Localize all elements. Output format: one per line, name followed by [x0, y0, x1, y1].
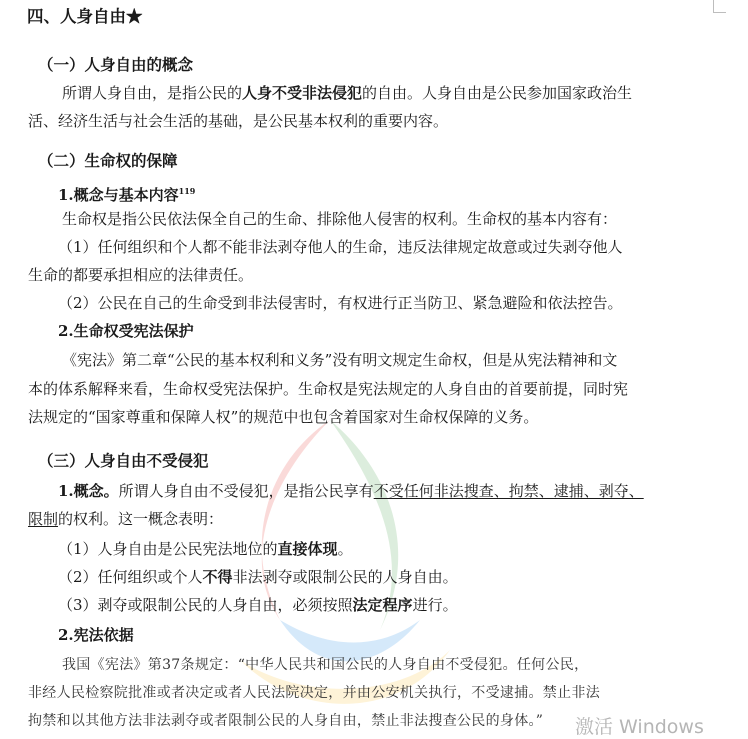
list-item: （2）公民在自己的生命受到非法侵害时，有权进行正当防卫、紧急避险和依法控告。	[58, 294, 623, 312]
list-item: （2）任何组织或个人不得非法剥夺或限制公民的人身自由。	[58, 568, 458, 586]
section-heading: 四、人身自由★	[27, 7, 143, 26]
paragraph-line: 所谓人身自由，是指公民的人身不受非法侵犯的自由。人身自由是公民参加国家政治生	[62, 84, 633, 102]
underlined-text: 不受任何非法搜查、拘禁、逮捕、剥夺、	[373, 482, 644, 500]
subsection-title-1: （一）人身自由的概念	[38, 55, 194, 74]
item-heading: 2.宪法依据	[58, 626, 134, 644]
watermark-logo	[180, 400, 480, 730]
paragraph-line: 1.概念。所谓人身自由不受侵犯，是指公民享有不受任何非法搜查、拘禁、逮捕、剥夺、	[58, 482, 644, 500]
quote-line: 非经人民检察院批准或者决定或者人民法院决定，并由公安机关执行，不受逮捕。禁止非法	[28, 685, 600, 701]
paragraph-line: 《宪法》第二章“公民的基本权利和义务”没有明文规定生命权，但是从宪法精神和文	[62, 351, 618, 369]
bold-term: 人身不受非法侵犯	[242, 84, 363, 102]
paragraph-line: 生命的都要承担相应的法律责任。	[28, 266, 254, 284]
paragraph-line: 活、经济生活与社会生活的基础，是公民基本权利的重要内容。	[28, 112, 449, 130]
footnote-marker: 119	[178, 186, 196, 196]
quote-line: 拘禁和以其他方法非法剥夺或者限制公民的人身自由，禁止非法搜查公民的身体。”	[28, 713, 544, 729]
list-item: （3）剥夺或限制公民的人身自由，必须按照法定程序进行。	[58, 596, 458, 614]
activate-windows-watermark: 激活 Windows	[575, 716, 704, 738]
underlined-text: 限制	[28, 510, 59, 528]
list-item: （1）人身自由是公民宪法地位的直接体现。	[58, 540, 353, 558]
quote-line: 我国《宪法》第37条规定：“中华人民共和国公民的人身自由不受侵犯。任何公民，	[62, 657, 589, 673]
list-item: （1）任何组织和个人都不能非法剥夺他人的生命，违反法律规定故意或过失剥夺他人	[58, 238, 623, 256]
subsection-title-3: （三）人身自由不受侵犯	[38, 451, 209, 470]
item-heading: 1.概念与基本内容$^{119}$	[58, 186, 196, 204]
page-corner-mark	[713, 0, 726, 13]
paragraph-line: 限制的权利。这一概念表明：	[28, 510, 224, 528]
item-heading: 2.生命权受宪法保护	[58, 322, 194, 340]
paragraph-line: 法规定的“国家尊重和保障人权”的规范中也包含着国家对生命权保障的义务。	[28, 408, 539, 426]
paragraph-line: 生命权是指公民依法保全自己的生命、排除他人侵害的权利。生命权的基本内容有：	[62, 210, 618, 228]
paragraph-line: 本的体系解释来看，生命权受宪法保护。生命权是宪法规定的人身自由的首要前提，同时宪	[28, 380, 629, 398]
subsection-title-2: （二）生命权的保障	[38, 151, 178, 170]
